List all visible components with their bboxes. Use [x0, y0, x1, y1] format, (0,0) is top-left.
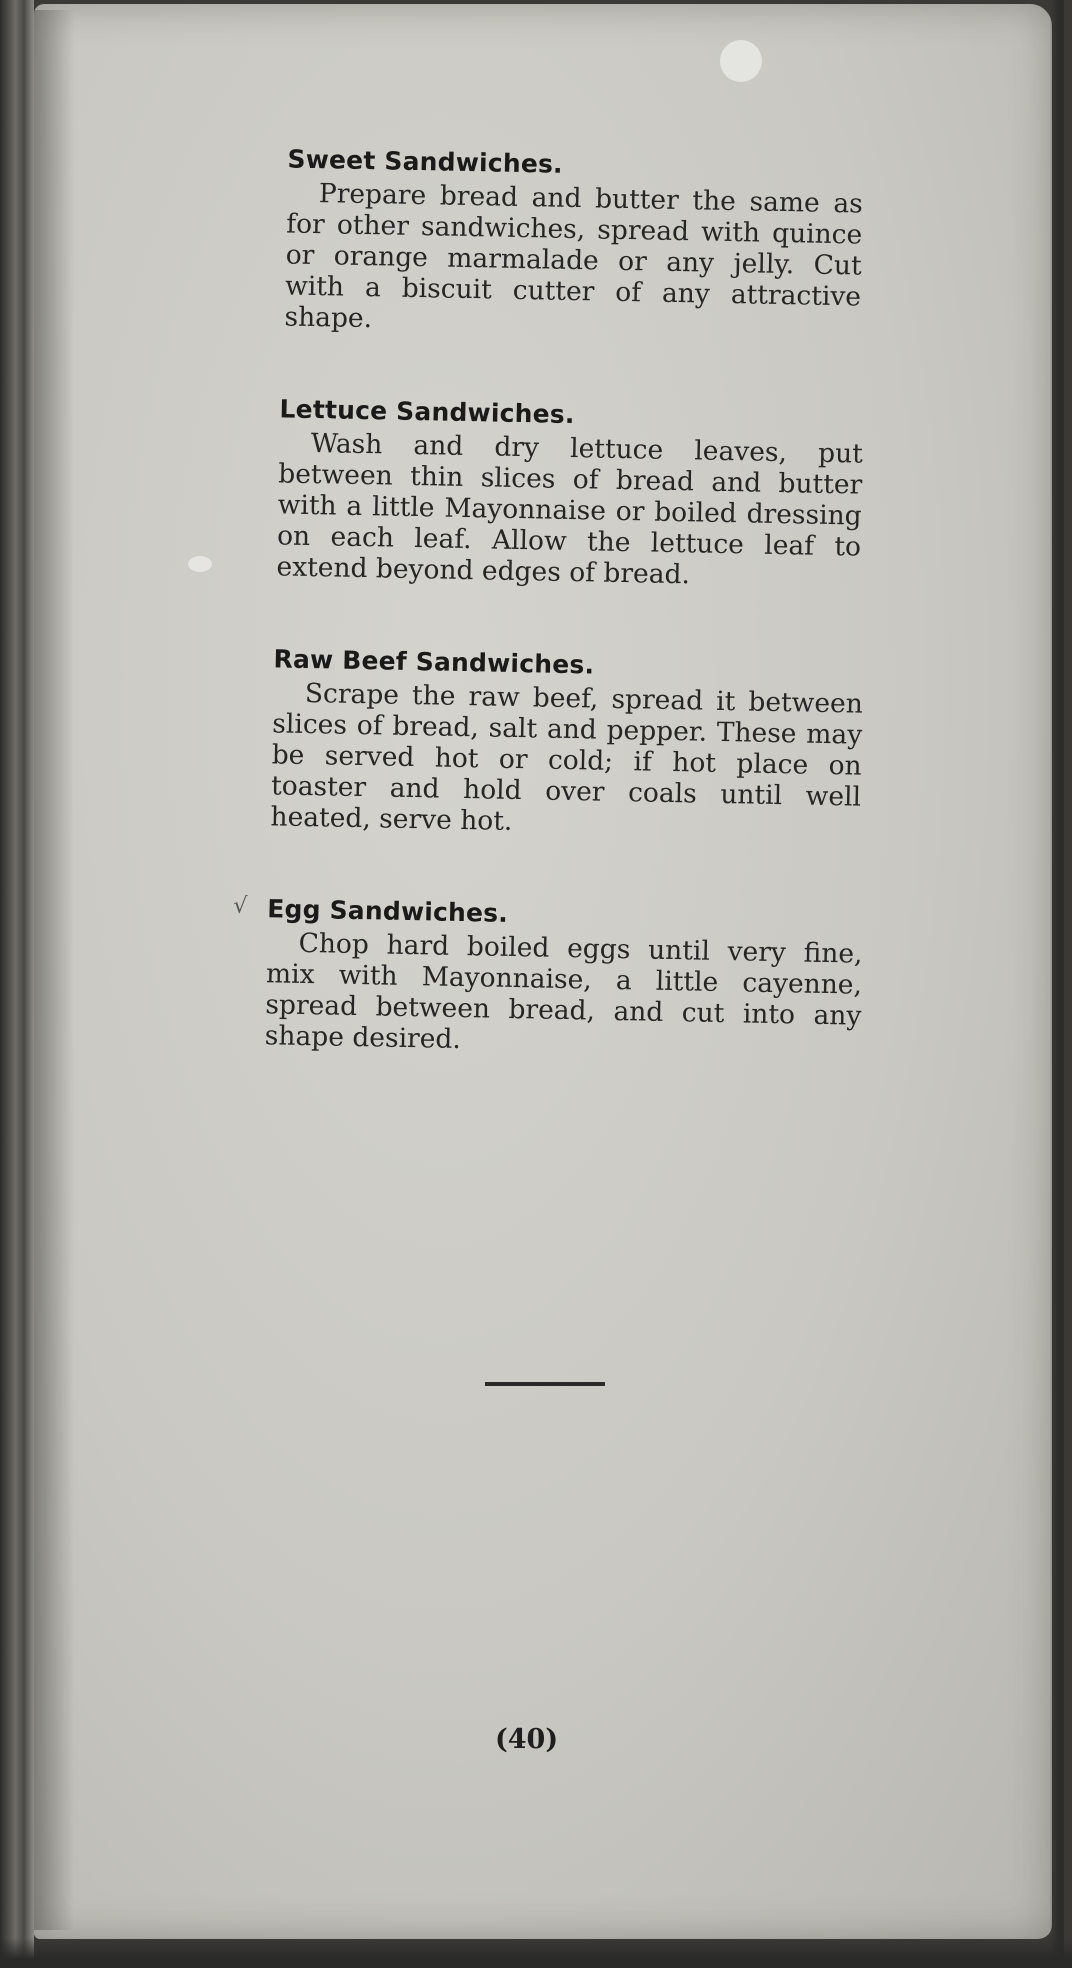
paper-speck [188, 556, 212, 572]
recipe-body: Wash and dry lettuce leaves, put between thin slices of bread and butter with a little Mayonnaise or boiled dressing on each leaf. Allow the lettuce leaf to extend beyond edges of bread. [276, 428, 864, 591]
pencil-check-mark: √ [233, 893, 248, 919]
page-gutter-shadow [34, 10, 74, 1930]
paper-speck [720, 40, 762, 82]
page-right-edge [1050, 0, 1064, 1968]
recipe-raw-beef-sandwiches [270, 644, 864, 843]
recipe-body: Prepare bread and butter the same as for other sandwiches, spread with quince or orange marmalade or any jelly. Cut with a biscuit cutter of any attractive shape. [284, 178, 864, 335]
recipe-sweet-sandwiches [284, 144, 864, 343]
recipe-title: Sweet Sandwiches. [287, 144, 564, 179]
recipe-title: Raw Beef Sandwiches. [273, 644, 595, 680]
section-divider-rule [485, 1382, 605, 1386]
book-spine [0, 0, 34, 1968]
recipe-egg-sandwiches [233, 893, 864, 1062]
recipe-body: Scrape the raw beef, spread it between slices of bread, salt and pepper. These may be served hot or cold; if hot place on toaster and hold over coals until well heated, serve hot. [270, 677, 864, 837]
recipe-body: Chop hard boiled eggs until very fine, mix with Mayonnaise, a little cayenne, spread between bread, and cut into any shape desired. [264, 927, 863, 1056]
page-bottom-edge [0, 1938, 1072, 1968]
recipe-lettuce-sandwiches [276, 394, 864, 593]
recipe-title: Egg Sandwiches. [267, 894, 509, 928]
page-content [233, 144, 864, 1057]
page-number: (40) [495, 1724, 559, 1755]
recipe-title: Lettuce Sandwiches. [279, 394, 575, 430]
